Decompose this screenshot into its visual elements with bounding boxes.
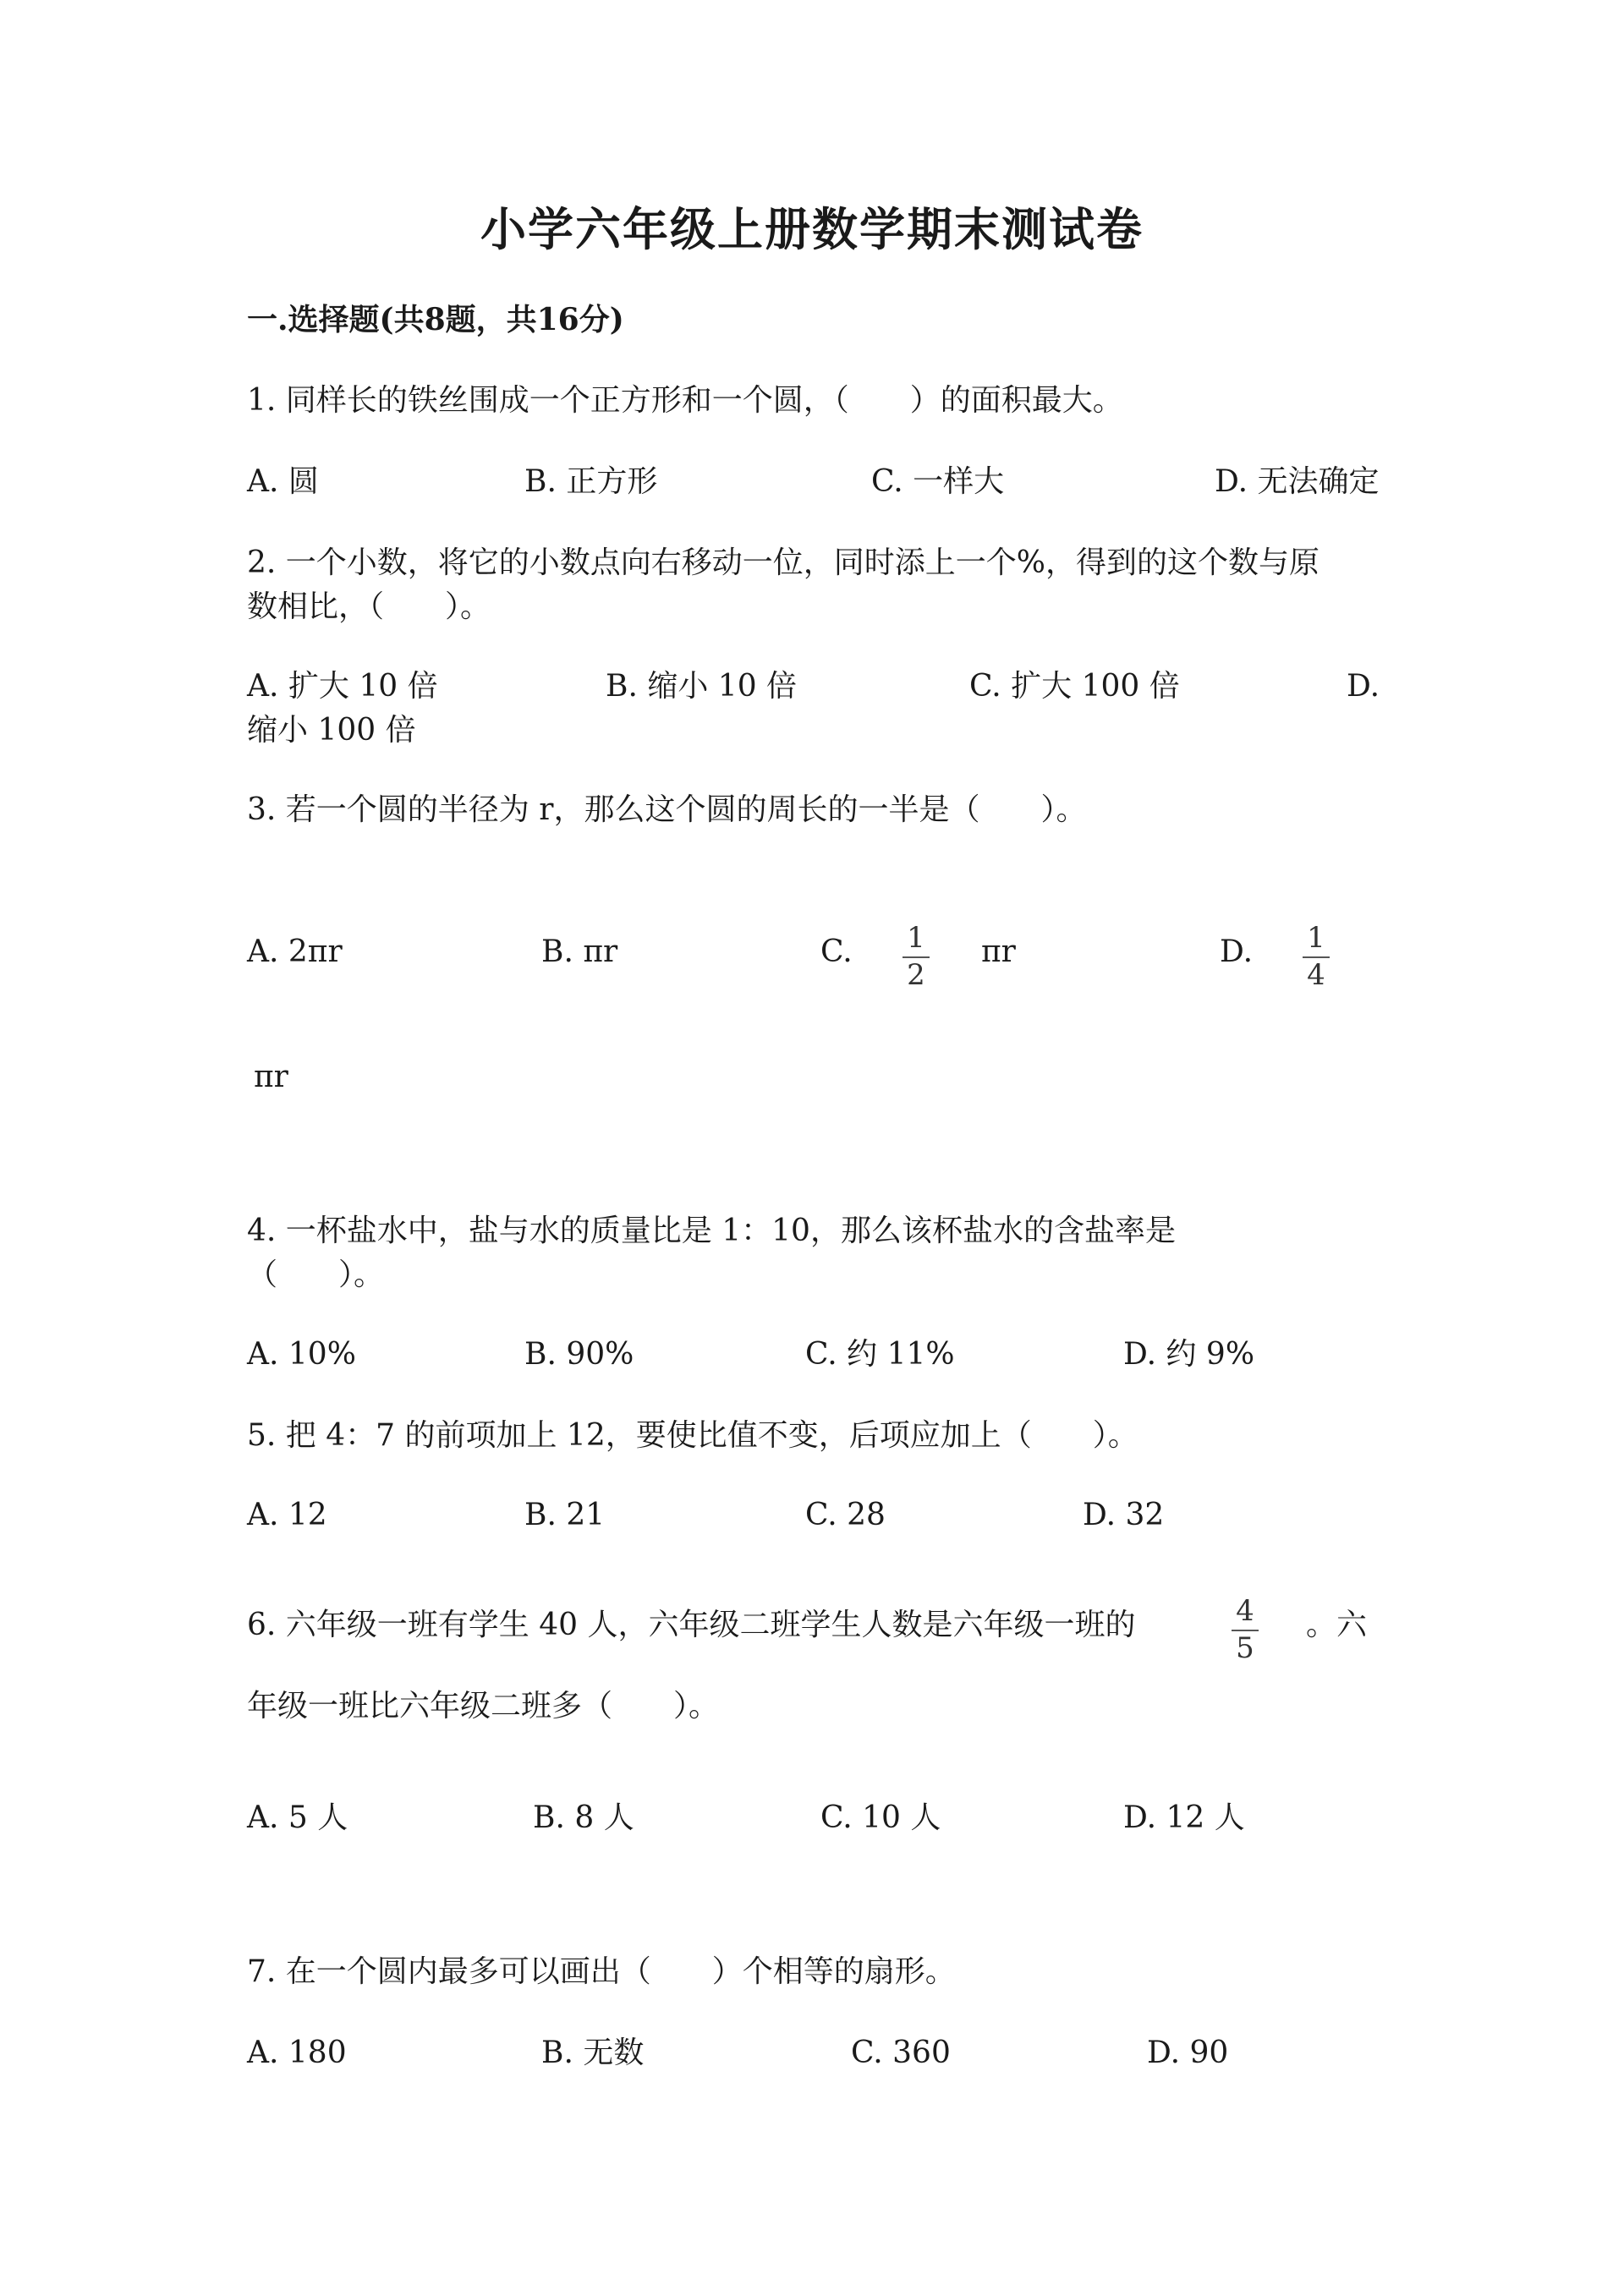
fraction-denominator: 4 bbox=[1307, 958, 1325, 992]
page-title: 小学六年级上册数学期末测试卷 bbox=[480, 202, 1144, 256]
question-6-stem-part-2: 。六 bbox=[1306, 1608, 1368, 1642]
question-5-option-d: D. 32 bbox=[1083, 1498, 1165, 1532]
question-3-option-c-fraction bbox=[899, 923, 933, 991]
question-7-option-d: D. 90 bbox=[1147, 2036, 1229, 2070]
question-2-option-d-text: 缩小 100 倍 bbox=[247, 713, 416, 748]
question-7-option-b: B. 无数 bbox=[541, 2036, 645, 2070]
question-2-option-c: C. 扩大 100 倍 bbox=[969, 669, 1180, 704]
question-4-stem-line-2: （ ）。 bbox=[247, 1258, 385, 1292]
question-5-option-a: A. 12 bbox=[247, 1498, 327, 1532]
fraction-numerator: 4 bbox=[1236, 1594, 1254, 1628]
question-7-option-c: C. 360 bbox=[851, 2036, 951, 2070]
question-3-option-c-prefix: C. bbox=[820, 934, 853, 969]
question-6-stem-line-2: 年级一班比六年级二班多（ ）。 bbox=[247, 1689, 720, 1723]
question-6-option-c: C. 10 人 bbox=[820, 1800, 941, 1835]
question-3-stem: 3. 若一个圆的半径为 r，那么这个圆的周长的一半是（ ）。 bbox=[247, 792, 1087, 827]
question-1-option-d: D. 无法确定 bbox=[1215, 464, 1380, 499]
question-4-option-c: C. 约 11% bbox=[805, 1337, 955, 1372]
question-3-option-b: B. πr bbox=[541, 934, 618, 969]
section-heading: 一.选择题(共8题，共16分) bbox=[247, 302, 624, 337]
question-4-option-d: D. 约 9% bbox=[1123, 1337, 1255, 1372]
question-5-option-b: B. 21 bbox=[524, 1498, 606, 1532]
question-7-option-a: A. 180 bbox=[247, 2036, 347, 2070]
question-6-fraction bbox=[1228, 1594, 1262, 1665]
question-4-stem-line-1: 4. 一杯盐水中，盐与水的质量比是 1：10，那么该杯盐水的含盐率是 bbox=[247, 1214, 1176, 1248]
question-4-option-a: A. 10% bbox=[247, 1337, 356, 1372]
question-6-option-b: B. 8 人 bbox=[533, 1800, 634, 1835]
question-2-option-d-prefix: D. bbox=[1347, 669, 1380, 704]
question-6-stem-part-1: 6. 六年级一班有学生 40 人，六年级二班学生人数是六年级一班的 bbox=[247, 1608, 1136, 1642]
fraction-numerator: 1 bbox=[907, 921, 925, 955]
question-3-option-d-prefix: D. bbox=[1220, 934, 1254, 969]
question-4-option-b: B. 90% bbox=[524, 1337, 634, 1372]
question-5-stem: 5. 把 4：7 的前项加上 12，要使比值不变，后项应加上（ ）。 bbox=[247, 1418, 1138, 1453]
question-1-option-b: B. 正方形 bbox=[524, 464, 658, 499]
fraction-denominator: 5 bbox=[1236, 1631, 1254, 1665]
question-1-option-c: C. 一样大 bbox=[871, 464, 1005, 499]
fraction-denominator: 2 bbox=[907, 958, 925, 992]
question-1-stem: 1. 同样长的铁丝围成一个正方形和一个圆，（ ）的面积最大。 bbox=[247, 383, 1123, 418]
question-2-stem-line-2: 数相比，（ ）。 bbox=[247, 589, 491, 624]
question-6-option-a: A. 5 人 bbox=[247, 1800, 348, 1835]
question-7-stem: 7. 在一个圆内最多可以画出（ ）个相等的扇形。 bbox=[247, 1954, 956, 1989]
question-3-option-d-fraction bbox=[1299, 923, 1333, 991]
question-3-option-a: A. 2πr bbox=[247, 934, 343, 969]
question-1-option-a: A. 圆 bbox=[247, 464, 319, 499]
question-5-option-c: C. 28 bbox=[805, 1498, 886, 1532]
question-6-option-d: D. 12 人 bbox=[1123, 1800, 1245, 1835]
question-3-option-c-suffix: πr bbox=[981, 934, 1016, 969]
question-2-option-a: A. 扩大 10 倍 bbox=[247, 669, 438, 704]
question-2-stem-line-1: 2. 一个小数，将它的小数点向右移动一位，同时添上一个%，得到的这个数与原 bbox=[247, 545, 1320, 580]
question-2-option-b: B. 缩小 10 倍 bbox=[606, 669, 798, 704]
question-3-option-d-suffix: πr bbox=[254, 1060, 288, 1094]
fraction-numerator: 1 bbox=[1307, 921, 1325, 955]
